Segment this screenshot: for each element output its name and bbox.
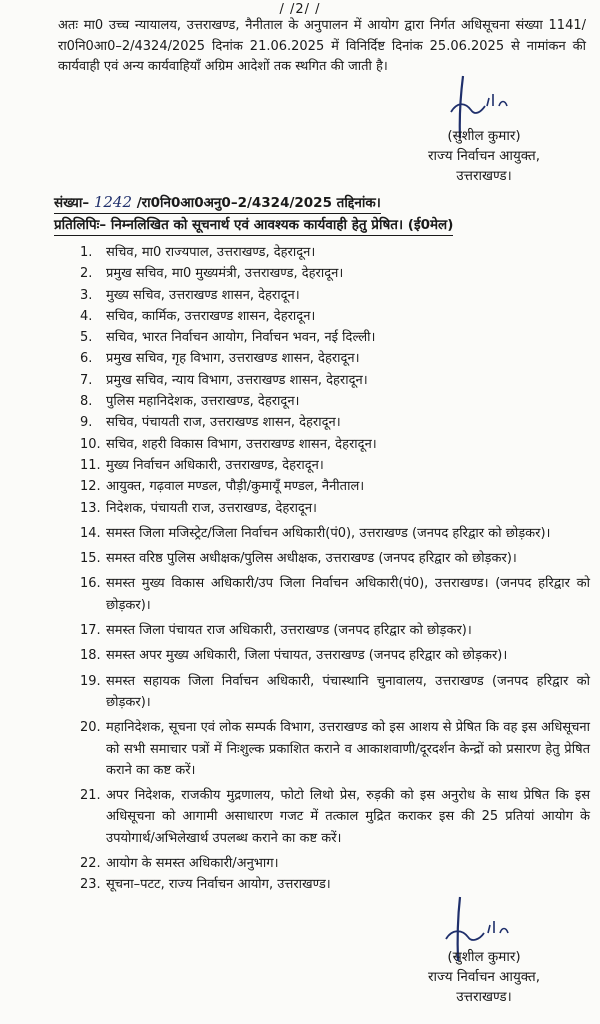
list-item [80,498,590,519]
list-item-number: 13. [80,500,101,516]
list-item [80,263,590,284]
list-item-text: प्रमुख सचिव, गृह विभाग, उत्तराखण्ड शासन, देहरादून। [106,351,360,367]
signatory-state: उत्तराखण्ड। [456,989,512,1005]
list-item [80,874,590,895]
list-item-text: समस्त जिला पंचायत राज अधिकारी, उत्तराखण्ड (जनपद हरिद्वार को छोड़कर)। [106,623,472,639]
list-item-text: सचिव, मा0 राज्यपाल, उत्तराखण्ड, देहरादून। [106,245,316,260]
list-item-number: 4. [80,308,93,324]
recipient-list [80,242,590,896]
list-item-text: सचिव, कार्मिक, उत्तराखण्ड शासन, देहरादून। [106,308,316,324]
list-item [80,853,590,874]
list-item-number: 9. [80,415,93,431]
list-item-number: 12. [80,479,101,495]
list-item-number: 19. [80,673,101,689]
reference-number [54,193,381,214]
list-item [80,455,590,476]
list-item [80,348,590,369]
list-item-text: प्रमुख सचिव, मा0 मुख्यमंत्री, उत्तराखण्ड, देहरादून। [106,266,344,282]
list-item-number: 8. [80,394,93,410]
list-item-number: 1. [80,245,93,260]
list-item-number: 11. [80,457,101,473]
list-item-text: समस्त अपर मुख्य अधिकारी, जिला पंचायत, उत्तराखण्ड (जनपद हरिद्वार को छोड़कर)। [106,648,508,664]
list-item [80,523,590,544]
list-item-number: 16. [80,576,101,592]
list-item [80,412,590,433]
list-item-text: सचिव, शहरी विकास विभाग, उत्तराखण्ड शासन, देहरादून। [106,436,377,452]
list-item-text: समस्त जिला मजिस्ट्रेट/जिला निर्वाचन अधिकारी(पं0), उत्तराखण्ड (जनपद हरिद्वार को छोड़कर)। [106,525,551,541]
list-item [80,476,590,497]
list-item-number: 5. [80,330,93,346]
list-item-number: 2. [80,266,93,282]
list-item-number: 17. [80,623,101,639]
list-item-number: 7. [80,372,93,388]
list-item [80,717,590,781]
list-item-text: आयोग के समस्त अधिकारी/अनुभाग। [106,856,279,872]
list-item-text: सूचना–पटट, राज्य निर्वाचन आयोग, उत्तराखण्ड। [106,877,331,893]
list-item [80,548,590,569]
list-item-text: समस्त मुख्य विकास अधिकारी/उप जिला निर्वाचन अधिकारी(पं0), उत्तराखण्ड। (जनपद हरिद्वार को छोड़कर)। [106,576,590,613]
signatory-name: (सुशील कुमार) [447,128,521,144]
list-item-number: 3. [80,287,93,303]
list-item-number: 14. [80,525,101,541]
list-item [80,370,590,391]
list-item [80,645,590,666]
list-item-text: सचिव, पंचायती राज, उत्तराखण्ड शासन, देहरादून। [106,415,341,431]
list-item-text: आयुक्त, गढ़वाल मण्डल, पौड़ी/कुमायूॅं मण्डल, नैनीताल। [106,479,365,495]
list-item-text: अपर निदेशक, राजकीय मुद्रणालय, फोटो लिथो प्रेस, रुड़की को इस अनुरोध के साथ प्रेषित कि इस अधिसूचना को आगामी असाधारण गजट में तत्काल मुद्रित कराकर इस की 25 प्रतियां आयोग के उपयोगार्थ/अभिलेखार्थ उपलब्ध कराने का कष्ट करें। [106,788,590,846]
signatory-designation: राज्य निर्वाचन आयुक्त, [427,969,541,985]
signatory-block-bottom [384,947,584,1007]
copy-heading: प्रतिलिपिः– निम्नलिखित को सूचनार्थ एवं आवश्यक कार्यवाही हेतु प्रेषित। (ई0मेल) [54,216,453,236]
list-item [80,671,590,714]
list-item-number: 6. [80,351,93,367]
list-item [80,285,590,306]
list-item [80,620,590,641]
signatory-block-top [384,126,584,186]
reference-prefix: संख्या– [54,195,90,211]
list-item-text: पुलिस महानिदेशक, उत्तराखण्ड, देहरादून। [106,394,300,410]
list-item-number: 22. [80,856,101,872]
list-item-text: महानिदेशक, सूचना एवं लोक सम्पर्क विभाग, उत्तराखण्ड को इस आशय से प्रेषित कि वह इस अधिसूचना को सभी समाचार पत्रों में निःशुल्क प्रकाशित कराने व आकाशवाणी/दूरदर्शन केन्द्रों को प्रसारण हेतु प्रेषित कराने का कष्ट करें। [106,720,590,778]
list-item-text: मुख्य निर्वाचन अधिकारी, उत्तराखण्ड, देहरादून। [106,457,324,473]
list-item [80,434,590,455]
list-item-text: निदेशक, पंचायती राज, उत्तराखण्ड, देहरादून। [106,500,317,516]
list-item [80,242,590,263]
list-item [80,573,590,616]
list-item-text: समस्त वरिष्ठ पुलिस अधीक्षक/पुलिस अधीक्षक, उत्तराखण्ड (जनपद हरिद्वार को छोड़कर)। [106,551,517,567]
list-item-number: 20. [80,720,101,736]
list-item-number: 15. [80,551,101,567]
list-item-text: समस्त सहायक जिला निर्वाचन अधिकारी, पंचास्थानि चुनावालय, उत्तराखण्ड (जनपद हरिद्वार को छोड़कर)। [106,673,590,710]
reference-suffix: /रा0नि0आ0अनु0–2/4324/2025 तद्दिनांक। [136,195,381,211]
signatory-name: (सुशील कुमार) [447,949,521,965]
list-item-number: 18. [80,648,101,664]
list-item [80,785,590,849]
list-item-text: सचिव, भारत निर्वाचन आयोग, निर्वाचन भवन, नई दिल्ली। [106,330,376,346]
list-item-number: 21. [80,788,101,804]
list-item [80,327,590,348]
list-item-text: प्रमुख सचिव, न्याय विभाग, उत्तराखण्ड शासन, देहरादून। [106,372,368,388]
page-number: / /2/ / [279,2,321,17]
list-item [80,306,590,327]
list-item-text: मुख्य सचिव, उत्तराखण्ड शासन, देहरादून। [106,287,300,303]
list-item-number: 10. [80,436,101,452]
reference-handwritten-number: 1242 [93,193,132,211]
list-item-number: 23. [80,877,101,893]
list-item [80,391,590,412]
order-paragraph: अतः मा0 उच्च न्यायालय, उत्तराखण्ड, नैनीताल के अनुपालन में आयोग द्वारा निर्गत अधिसूचना संख्या 1141/रा0नि0आ0–2/4324/2025 दिनांक 21.06.2025 में विनिर्दिष्ट दिनांक 25.06.2025 से नामांकन की कार्यवाही एवं अन्य कार्यवाहियॉं अग्रिम आदेशों तक स्थगित की जाती है। [58,18,586,74]
signatory-state: उत्तराखण्ड। [456,168,512,184]
signatory-designation: राज्य निर्वाचन आयुक्त, [427,148,541,164]
